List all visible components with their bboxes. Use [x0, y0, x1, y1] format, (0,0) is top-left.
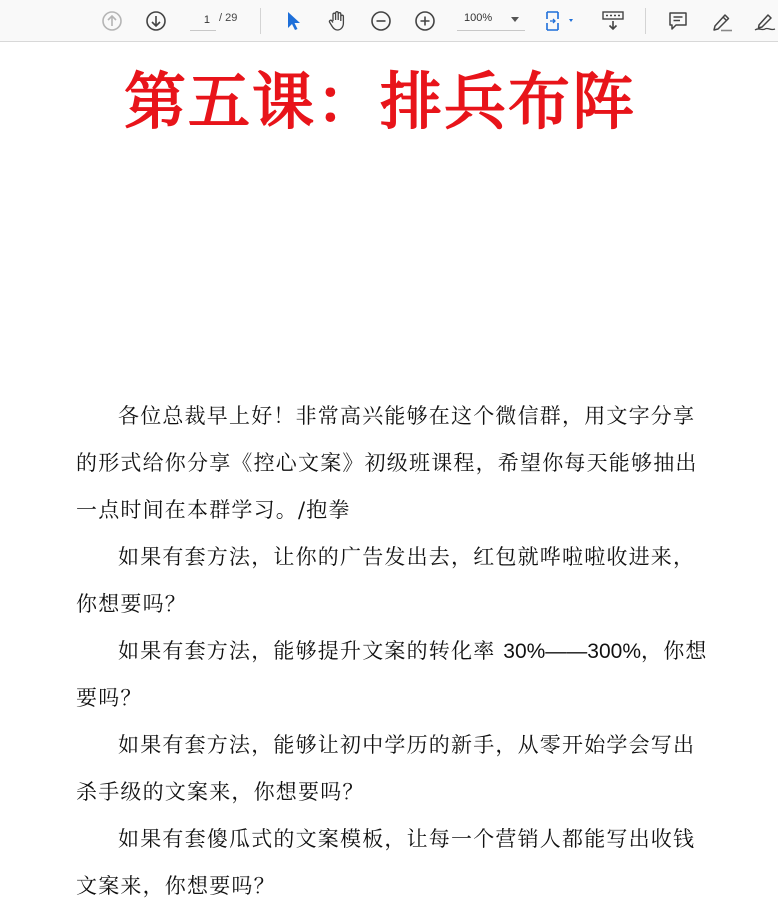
arrow-up-circle-icon	[101, 10, 123, 32]
zoom-level-value: 100%	[464, 12, 493, 24]
hand-icon	[326, 10, 348, 32]
sign-button[interactable]	[752, 8, 778, 34]
document-body	[76, 393, 716, 910]
chevron-down-icon	[511, 17, 519, 22]
pen-highlight-icon	[710, 10, 734, 32]
arrow-down-circle-icon	[145, 10, 167, 32]
next-page-button[interactable]	[143, 8, 169, 34]
signature-pen-icon	[753, 10, 777, 32]
lesson-title: 第五课：排兵布阵	[123, 65, 636, 138]
conversion-rate-figure: 30%——300%	[503, 640, 642, 663]
select-tool-button[interactable]	[280, 8, 306, 34]
zoom-in-button[interactable]	[412, 8, 438, 34]
toolbar-divider	[260, 8, 261, 34]
comment-icon	[667, 10, 689, 32]
paragraph-question-2-text: 如果有套方法，能够提升文案的转化率	[118, 639, 504, 663]
pdf-page	[0, 43, 778, 922]
pdf-toolbar	[0, 0, 778, 42]
cursor-arrow-icon	[283, 10, 303, 32]
highlight-button[interactable]	[709, 8, 735, 34]
page-number-input[interactable]	[190, 9, 216, 31]
hand-tool-button[interactable]	[324, 8, 350, 34]
paragraph-question-3: 如果有套方法，能够让初中学历的新手，从零开始学会写出杀手级的文案来，你想要吗？	[76, 733, 696, 804]
paragraph-question-2	[76, 628, 716, 722]
page-fit-button[interactable]	[543, 8, 579, 34]
toolbar-divider	[645, 8, 646, 34]
previous-page-button[interactable]	[99, 8, 125, 34]
comment-button[interactable]	[665, 8, 691, 34]
plus-circle-icon	[414, 10, 436, 32]
paragraph-question-1: 如果有套方法，让你的广告发出去，红包就哗啦啦收进来，你想要吗？	[76, 545, 696, 616]
zoom-level-select[interactable]	[457, 9, 525, 31]
scroll-mode-button[interactable]	[600, 8, 626, 34]
keyboard-scroll-icon	[601, 9, 625, 33]
page-count: / 29	[219, 12, 238, 24]
zoom-out-button[interactable]	[368, 8, 394, 34]
paragraph-question-2-ending: ，你想要吗？	[76, 639, 708, 710]
paragraph-greeting: 各位总裁早上好！非常高兴能够在这个微信群，用文字分享的形式给你分享《控心文案》初级班课程，希望你每天能够抽出一点时间在本群学习。/抱拳	[76, 404, 698, 522]
paragraph-question-4: 如果有套傻瓜式的文案模板，让每一个营销人都能写出收钱文案来，你想要吗？	[76, 827, 696, 898]
fit-page-icon	[543, 9, 579, 33]
minus-circle-icon	[370, 10, 392, 32]
